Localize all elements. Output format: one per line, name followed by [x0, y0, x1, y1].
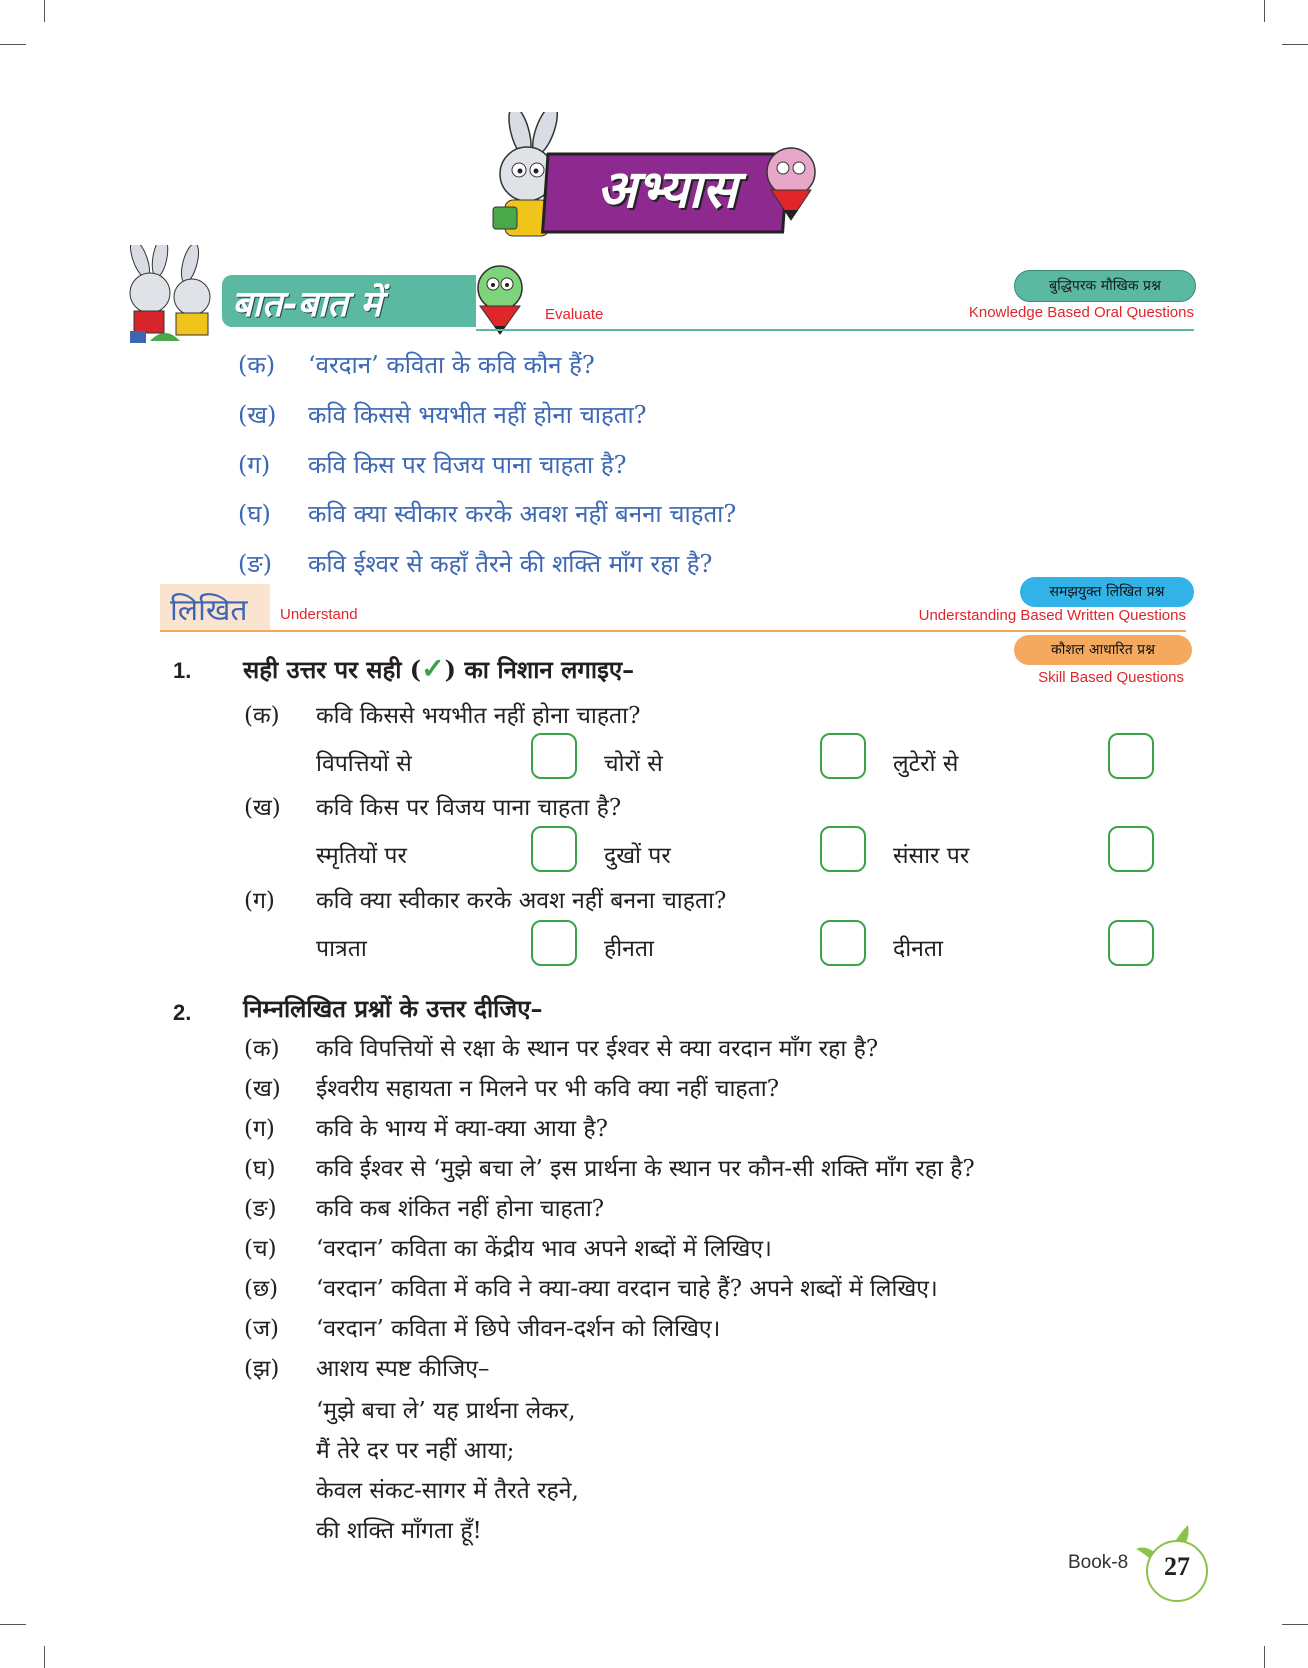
page-title: अभ्यास [596, 159, 738, 220]
book-label: Book-8 [1068, 1552, 1129, 1573]
answer-checkbox[interactable] [531, 733, 577, 779]
option-label: विपत्तियों से [316, 751, 412, 777]
skill-question-pill: कौशल आधारित प्रश्न [1014, 635, 1192, 665]
written-section-tag: Understand [280, 606, 358, 623]
list-item: (घ) कवि ईश्वर से ‘मुझे बचा ले’ इस प्रार्थना के स्थान पर कौन-सी शक्ति माँग रहा है? [244, 1156, 975, 1182]
crop-mark [0, 1624, 26, 1625]
written-caption: Understanding Based Written Questions [918, 607, 1186, 624]
crop-mark [1282, 44, 1308, 45]
written-section-title: लिखित [170, 593, 248, 628]
page-number: 27 [1164, 1552, 1190, 1581]
question-heading: सही उत्तर पर सही (✓) का निशान लगाइए– [243, 652, 635, 685]
question-heading: निम्नलिखित प्रश्नों के उत्तर दीजिए– [243, 994, 543, 1023]
option-label: संसार पर [893, 843, 970, 869]
pencil-mascot-icon [466, 262, 536, 338]
crop-mark [44, 1646, 45, 1668]
poem-line: केवल संकट-सागर में तैरते रहने, [316, 1478, 579, 1504]
answer-checkbox[interactable] [1108, 826, 1154, 872]
oral-caption: Knowledge Based Oral Questions [968, 304, 1194, 321]
list-item: (क) कवि किससे भयभीत नहीं होना चाहता? [244, 703, 641, 729]
list-item: (घ) कवि क्या स्वीकार करके अवश नहीं बनना चाहता? [238, 500, 737, 528]
oral-section-tag: Evaluate [545, 306, 604, 323]
checkmark-icon: ✓ [421, 652, 445, 685]
poem-line: ‘मुझे बचा ले’ यह प्रार्थना लेकर, [316, 1398, 576, 1424]
list-item: (झ) आशय स्पष्ट कीजिए– [244, 1356, 490, 1382]
answer-checkbox[interactable] [820, 920, 866, 966]
list-item: (ज) ‘वरदान’ कविता में छिपे जीवन-दर्शन को लिखिए। [244, 1316, 721, 1342]
answer-checkbox[interactable] [1108, 733, 1154, 779]
list-item: (ख) कवि किससे भयभीत नहीं होना चाहता? [238, 401, 647, 429]
oral-section-title: बात-बात में [232, 283, 382, 325]
answer-checkbox[interactable] [820, 733, 866, 779]
skill-caption: Skill Based Questions [1038, 669, 1184, 686]
list-item: (छ) ‘वरदान’ कविता में कवि ने क्या-क्या वरदान चाहे हैं? अपने शब्दों में लिखिए। [244, 1276, 938, 1302]
list-item: (ग) कवि किस पर विजय पाना चाहता है? [238, 451, 627, 479]
answer-checkbox[interactable] [531, 920, 577, 966]
bunnies-illustration [110, 245, 225, 345]
option-label: हीनता [604, 936, 655, 962]
poem-line: की शक्ति माँगता हूँ! [316, 1518, 482, 1544]
list-item: (ङ) कवि ईश्वर से कहाँ तैरने की शक्ति माँग रहा है? [238, 550, 713, 578]
question-number: 1. [173, 658, 192, 683]
question-number: 2. [173, 1000, 192, 1025]
list-item: (क) ‘वरदान’ कविता के कवि कौन हैं? [238, 351, 595, 379]
option-label: स्मृतियों पर [316, 843, 407, 869]
divider [160, 630, 1186, 632]
crop-mark [44, 0, 45, 22]
written-question-pill: समझयुक्त लिखित प्रश्न [1020, 577, 1194, 607]
option-label: दुखों पर [604, 843, 671, 869]
crop-mark [1264, 0, 1265, 22]
list-item: (ख) ईश्वरीय सहायता न मिलने पर भी कवि क्या नहीं चाहता? [244, 1076, 780, 1102]
option-label: पात्रता [316, 936, 367, 962]
option-label: दीनता [893, 936, 944, 962]
crop-mark [0, 44, 26, 45]
list-item: (ख) कवि किस पर विजय पाना चाहता है? [244, 795, 622, 821]
oral-question-pill: बुद्धिपरक मौखिक प्रश्न [1014, 270, 1196, 302]
option-label: लुटेरों से [893, 751, 959, 777]
crop-mark [1264, 1646, 1265, 1668]
list-item: (क) कवि विपत्तियों से रक्षा के स्थान पर ईश्वर से क्या वरदान माँग रहा है? [244, 1036, 879, 1062]
crop-mark [1282, 1624, 1308, 1625]
poem-line: मैं तेरे दर पर नहीं आया; [316, 1438, 515, 1464]
list-item: (ङ) कवि कब शंकित नहीं होना चाहता? [244, 1196, 605, 1222]
list-item: (ग) कवि क्या स्वीकार करके अवश नहीं बनना चाहता? [244, 888, 727, 914]
option-label: चोरों से [604, 751, 663, 777]
list-item: (च) ‘वरदान’ कविता का केंद्रीय भाव अपने शब्दों में लिखिए। [244, 1236, 772, 1262]
answer-checkbox[interactable] [820, 826, 866, 872]
answer-checkbox[interactable] [531, 826, 577, 872]
divider [476, 329, 1194, 331]
answer-checkbox[interactable] [1108, 920, 1154, 966]
list-item: (ग) कवि के भाग्य में क्या-क्या आया है? [244, 1116, 608, 1142]
